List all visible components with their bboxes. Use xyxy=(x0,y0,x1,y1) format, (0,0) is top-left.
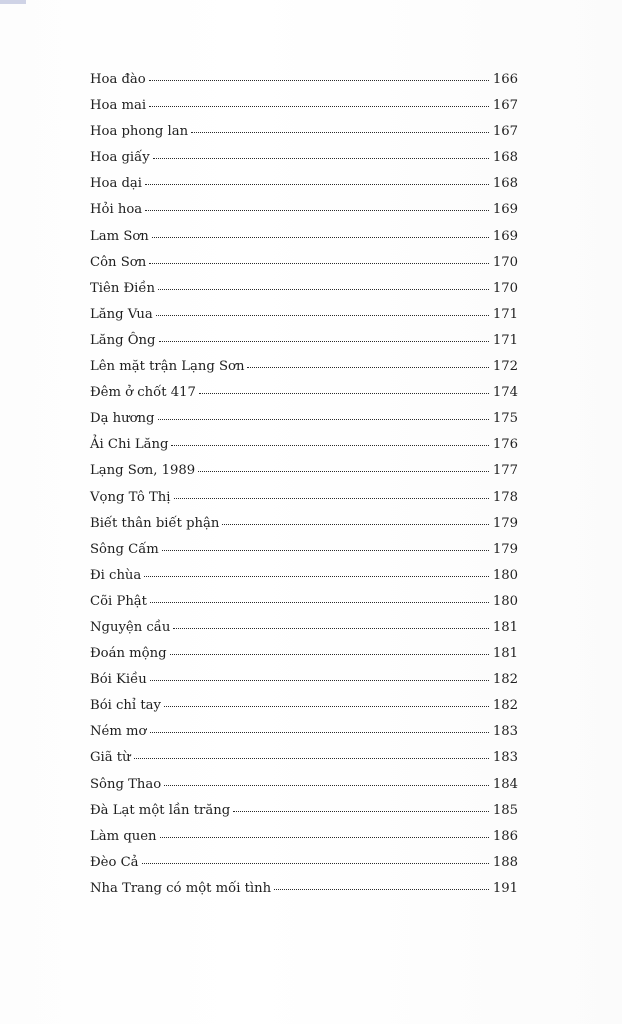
dot-leader xyxy=(199,393,489,394)
toc-entry-page-number: 191 xyxy=(492,880,518,896)
dot-leader xyxy=(170,654,489,655)
dot-leader xyxy=(149,106,489,107)
toc-entry xyxy=(90,750,518,776)
toc-entry xyxy=(90,698,518,724)
toc-entry xyxy=(90,333,518,359)
dot-leader xyxy=(150,732,489,733)
dot-leader xyxy=(173,628,488,629)
toc-entry-page-number: 183 xyxy=(492,750,518,766)
dot-leader xyxy=(142,863,489,864)
dot-leader xyxy=(171,445,488,446)
toc-entry-page-number: 167 xyxy=(492,98,518,114)
toc-entry xyxy=(90,568,518,594)
toc-entry-title: Đèo Cả xyxy=(90,854,139,870)
toc-entry-page-number: 172 xyxy=(492,359,518,375)
dot-leader xyxy=(233,811,489,812)
toc-entry xyxy=(90,437,518,463)
dot-leader xyxy=(274,889,489,890)
toc-entry-page-number: 186 xyxy=(492,828,518,844)
toc-entry-title: Bói Kiều xyxy=(90,672,147,688)
toc-entry-page-number: 175 xyxy=(492,411,518,427)
toc-entry-title: Đi chùa xyxy=(90,567,142,583)
toc-entry-title: Đêm ở chốt 417 xyxy=(90,385,196,401)
toc-entry-title: Hoa mai xyxy=(90,98,147,114)
dot-leader xyxy=(191,132,489,133)
toc-entry-page-number: 170 xyxy=(492,254,518,270)
toc-entry-page-number: 177 xyxy=(492,463,518,479)
toc-entry-page-number: 176 xyxy=(492,437,518,453)
dot-leader xyxy=(145,184,489,185)
toc-entry xyxy=(90,542,518,568)
toc-entry-page-number: 180 xyxy=(492,593,518,609)
dot-leader xyxy=(150,602,489,603)
toc-entry-title: Làm quen xyxy=(90,828,157,844)
toc-entry-title: Lam Sơn xyxy=(90,228,149,244)
toc-entry-title: Côn Sơn xyxy=(90,254,147,270)
dot-leader xyxy=(149,80,489,81)
dot-leader xyxy=(149,263,489,264)
dot-leader xyxy=(156,315,489,316)
toc-entry-title: Đà Lạt một lần trăng xyxy=(90,802,231,818)
dot-leader xyxy=(158,289,489,290)
toc-entry-page-number: 180 xyxy=(492,567,518,583)
toc-entry-title: Cõi Phật xyxy=(90,593,147,609)
toc-entry xyxy=(90,281,518,307)
toc-entry-title: Đoán mộng xyxy=(90,646,167,662)
toc-entry-page-number: 169 xyxy=(492,228,518,244)
toc-entry-page-number: 188 xyxy=(492,854,518,870)
toc-entry xyxy=(90,124,518,150)
toc-entry xyxy=(90,359,518,385)
toc-entry-page-number: 182 xyxy=(492,672,518,688)
toc-entry xyxy=(90,803,518,829)
toc-entry xyxy=(90,516,518,542)
toc-entry-title: Lăng Ông xyxy=(90,332,156,348)
toc-entry-page-number: 169 xyxy=(492,202,518,218)
toc-entry xyxy=(90,490,518,516)
toc-entry-page-number: 181 xyxy=(492,646,518,662)
toc-entry-title: Hoa đào xyxy=(90,72,146,87)
dot-leader xyxy=(145,210,489,211)
toc-entry-page-number: 179 xyxy=(492,541,518,557)
toc-entry-page-number: 171 xyxy=(492,306,518,322)
toc-entry xyxy=(90,646,518,672)
toc-entry xyxy=(90,229,518,255)
toc-entry-page-number: 168 xyxy=(492,176,518,192)
dot-leader xyxy=(164,706,489,707)
toc-entry-title: Hoa phong lan xyxy=(90,124,189,140)
dot-leader xyxy=(164,785,489,786)
dot-leader xyxy=(134,758,489,759)
toc-entry xyxy=(90,855,518,881)
toc-entry-title: Ải Chi Lăng xyxy=(90,437,169,453)
toc-entry xyxy=(90,255,518,281)
corner-mark xyxy=(0,0,26,4)
toc-entry-title: Dạ hương xyxy=(90,411,155,427)
toc-entry-page-number: 168 xyxy=(492,150,518,166)
toc-entry xyxy=(90,385,518,411)
toc-entry xyxy=(90,620,518,646)
toc-entry-title: Nha Trang có một mối tình xyxy=(90,880,272,896)
toc-entry-title: Lên mặt trận Lạng Sơn xyxy=(90,359,245,375)
dot-leader xyxy=(160,837,489,838)
toc-entry xyxy=(90,777,518,803)
toc-entry xyxy=(90,176,518,202)
toc-entry-page-number: 185 xyxy=(492,802,518,818)
toc-entry-title: Bói chỉ tay xyxy=(90,698,161,714)
toc-entry xyxy=(90,829,518,855)
toc-entry xyxy=(90,411,518,437)
dot-leader xyxy=(247,367,488,368)
dot-leader xyxy=(150,680,489,681)
toc-entry-title: Hoa dại xyxy=(90,176,143,192)
toc-entry-title: Vọng Tô Thị xyxy=(90,489,171,505)
toc-entry xyxy=(90,724,518,750)
dot-leader xyxy=(144,576,489,577)
toc-entry-page-number: 181 xyxy=(492,619,518,635)
toc-entry-title: Sông Thao xyxy=(90,776,162,792)
toc-entry-title: Sông Cấm xyxy=(90,541,159,557)
toc-entry-title: Biết thân biết phận xyxy=(90,515,220,531)
dot-leader xyxy=(158,419,489,420)
toc-entry xyxy=(90,594,518,620)
toc-entry xyxy=(90,881,518,907)
toc-entry-title: Tiên Điền xyxy=(90,280,155,296)
toc-entry-title: Giã từ xyxy=(90,750,131,766)
table-of-contents xyxy=(90,72,518,907)
toc-entry-page-number: 178 xyxy=(492,489,518,505)
toc-entry-title: Hỏi hoa xyxy=(90,202,143,218)
toc-entry-title: Nguyện cầu xyxy=(90,619,171,635)
toc-entry-page-number: 171 xyxy=(492,332,518,348)
toc-entry-title: Hoa giấy xyxy=(90,150,150,166)
dot-leader xyxy=(162,550,489,551)
dot-leader xyxy=(198,471,489,472)
toc-entry xyxy=(90,463,518,489)
toc-entry-page-number: 179 xyxy=(492,515,518,531)
toc-entry-page-number: 174 xyxy=(492,385,518,401)
toc-entry-page-number: 183 xyxy=(492,724,518,740)
toc-entry-page-number: 170 xyxy=(492,280,518,296)
dot-leader xyxy=(222,524,488,525)
toc-entry-title: Ném mơ xyxy=(90,724,147,740)
toc-entry-page-number: 167 xyxy=(492,124,518,140)
dot-leader xyxy=(152,237,489,238)
toc-entry xyxy=(90,98,518,124)
toc-entry-page-number: 184 xyxy=(492,776,518,792)
toc-entry-page-number: 182 xyxy=(492,698,518,714)
toc-entry xyxy=(90,307,518,333)
toc-entry xyxy=(90,202,518,228)
toc-entry xyxy=(90,672,518,698)
toc-entry-title: Lạng Sơn, 1989 xyxy=(90,463,196,479)
dot-leader xyxy=(174,498,489,499)
dot-leader xyxy=(159,341,489,342)
toc-entry-title: Lăng Vua xyxy=(90,306,153,322)
dot-leader xyxy=(153,158,489,159)
toc-entry-page-number: 166 xyxy=(492,72,518,87)
toc-entry xyxy=(90,150,518,176)
toc-entry xyxy=(90,72,518,98)
